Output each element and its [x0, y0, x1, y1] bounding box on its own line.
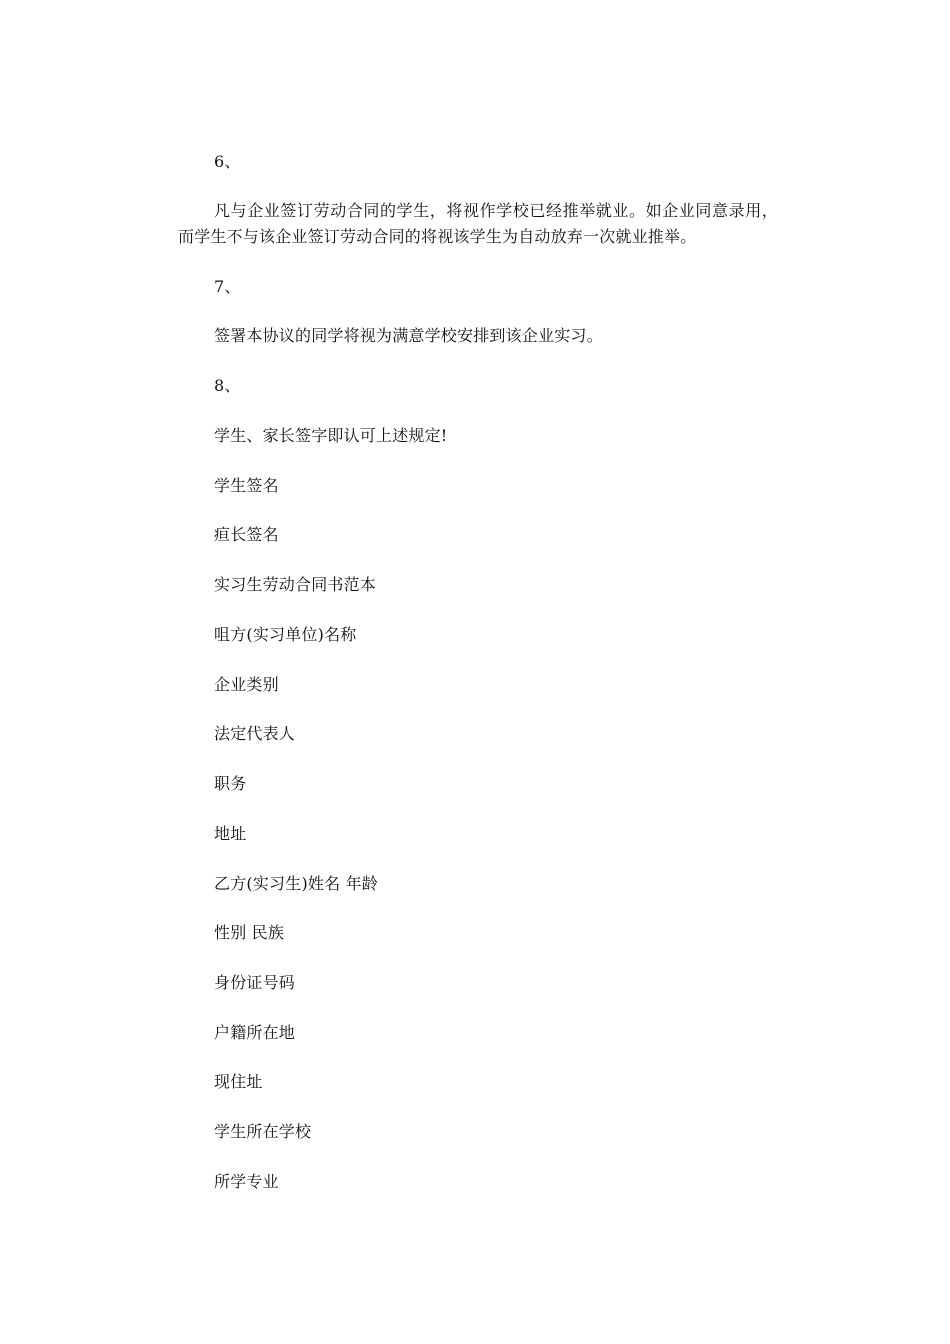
gender-ethnicity-label: 性别 民族	[214, 923, 285, 942]
position-label: 职务	[214, 774, 247, 793]
parent-signature-label: 疸长签名	[214, 525, 279, 544]
address-label: 地址	[214, 824, 247, 843]
household-registration-label: 户籍所在地	[214, 1023, 296, 1042]
contract-title: 实习生劳动合同书范本	[214, 575, 377, 594]
item-number-6: 6、	[214, 152, 241, 171]
party-b-name-age-label: 乙方(实习生)姓名 年龄	[214, 874, 378, 893]
major-label: 所学专业	[214, 1172, 279, 1191]
student-school-label: 学生所在学校	[214, 1122, 312, 1141]
student-signature-label: 学生签名	[214, 476, 279, 495]
enterprise-type-label: 企业类别	[214, 675, 279, 694]
clause-6-text: 凡与企业签订劳动合同的学生，将视作学校已经推举就业。如企业同意录用，而学生不与该企业签订劳动合同的将视该学生为自动放弃一次就业推举。	[178, 201, 778, 246]
current-address-label: 现住址	[214, 1072, 263, 1091]
legal-representative-label: 法定代表人	[214, 724, 296, 743]
item-number-8: 8、	[214, 376, 241, 395]
item-number-7: 7、	[214, 277, 241, 296]
clause-8-text: 学生、家长签字即认可上述规定!	[214, 426, 448, 445]
clause-7-text: 签署本协议的同学将视为满意学校安排到该企业实习。	[214, 326, 603, 345]
id-number-label: 身份证号码	[214, 973, 296, 992]
party-a-name-label: 咀方(实习单位)名称	[214, 625, 357, 644]
